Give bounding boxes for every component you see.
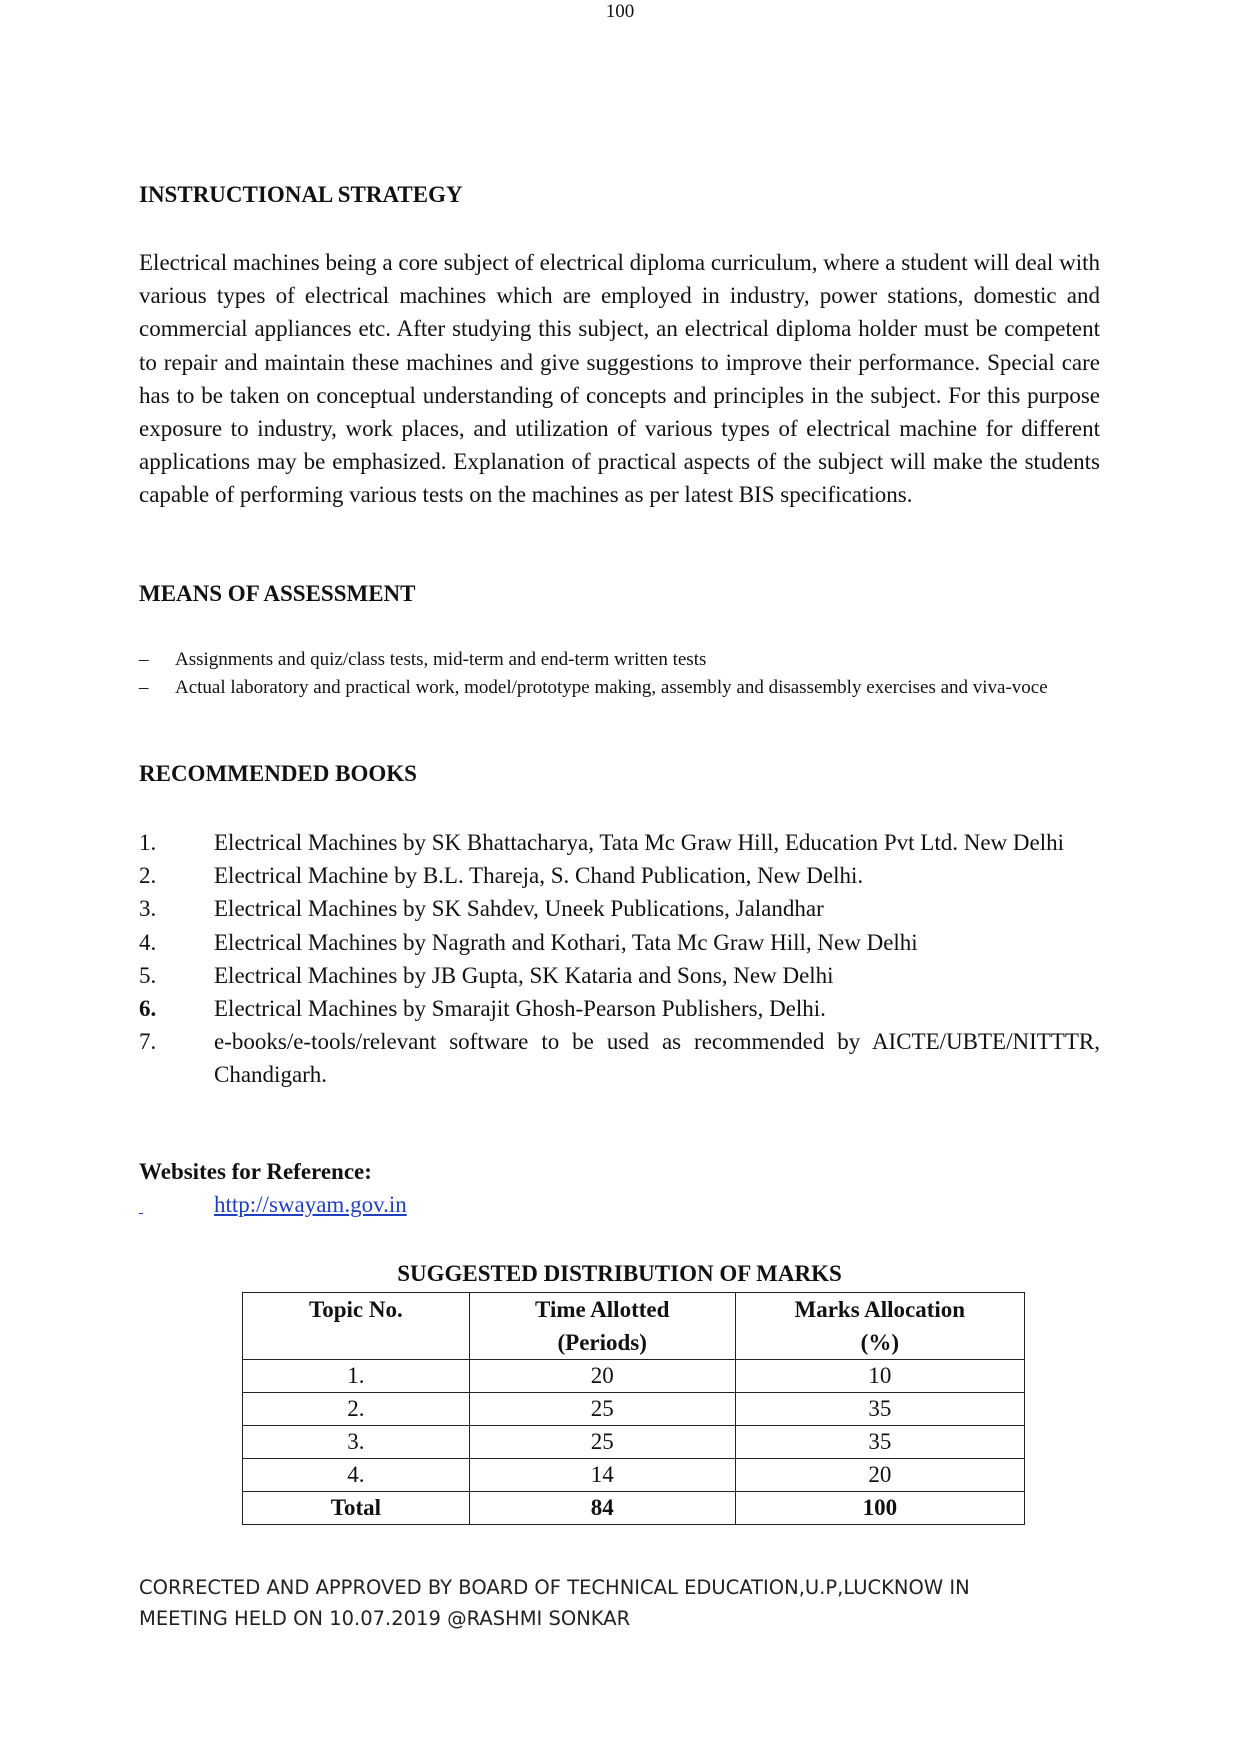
table-row <box>243 1360 1025 1393</box>
books-list-wrap <box>139 826 1100 1092</box>
table-row <box>243 1459 1025 1492</box>
book-number: 1. <box>139 830 157 855</box>
topic-cell: 1. <box>243 1360 470 1393</box>
instructional-strategy-body-wrap <box>139 246 1100 512</box>
book-number: 3. <box>139 896 157 922</box>
total-time-cell: 84 <box>469 1492 735 1525</box>
bullet-dash: – <box>139 649 149 670</box>
book-text: Electrical Machine by B.L. Thareja, S. Chand Publication, New Delhi. <box>214 863 864 889</box>
book-number: 6. <box>139 996 157 1022</box>
assessment-list <box>139 646 1100 702</box>
table-header-row <box>243 1293 1025 1360</box>
header-time-line1: Time Allotted <box>535 1297 670 1322</box>
table-total-row <box>243 1492 1025 1525</box>
assessment-item-text: Assignments and quiz/class tests, mid-term and end-term written tests <box>175 649 707 670</box>
header-marks-line1: Marks Allocation <box>794 1297 966 1322</box>
marks-cell: 35 <box>735 1426 1024 1459</box>
assessment-item <box>139 674 1100 702</box>
book-item <box>139 959 1100 992</box>
instructional-strategy-heading: INSTRUCTIONAL STRATEGY <box>139 182 463 207</box>
website-link-row <box>139 1190 1100 1220</box>
book-item <box>139 992 1100 1025</box>
header-topic <box>243 1293 470 1360</box>
link-indent <box>139 1199 214 1217</box>
time-cell: 25 <box>469 1393 735 1426</box>
header-time-line2: (Periods) <box>557 1330 647 1355</box>
marks-cell: 10 <box>735 1360 1024 1393</box>
total-label-cell: Total <box>243 1492 470 1525</box>
book-number: 2. <box>139 863 157 889</box>
book-text: e-books/e-tools/relevant software to be used as recommended by AICTE/UBTE/NITTTR, Chandigarh. <box>214 1029 1100 1088</box>
footer-line-2: MEETING HELD ON 10.07.2019 @RASHMI SONKAR <box>139 1607 631 1630</box>
websites-heading: Websites for Reference: <box>139 1159 372 1184</box>
header-marks <box>735 1293 1024 1360</box>
book-text: Electrical Machines by Nagrath and Kothari, Tata Mc Graw Hill, New Delhi <box>214 929 918 955</box>
means-of-assessment-heading: MEANS OF ASSESSMENT <box>139 581 416 606</box>
table-row <box>243 1393 1025 1426</box>
instructional-strategy-body: Electrical machines being a core subject of electrical diploma curriculum, where a student will deal with various types of electrical machines which are employed in industry, power stations, domestic and commercial appliances etc. After studying this subject, an electrical diploma holder must be competent to repair and maintain these machines and give suggestions to improve their performance. Special care has to be taken on conceptual understanding of concepts and principles in the subject. For this purpose exposure to industry, work places, and utilization of various types of electrical machine for different applications may be emphasized. Explanation of practical aspects of the subject will make the students capable of performing various tests on the machines as per latest BIS specifications. <box>139 250 1100 508</box>
book-text: Electrical Machines by SK Bhattacharya, Tata Mc Graw Hill, Education Pvt Ltd. New Delhi <box>214 830 1065 855</box>
marks-cell: 35 <box>735 1393 1024 1426</box>
assessment-item-text: Actual laboratory and practical work, model/prototype making, assembly and disassembly exercises and viva-voce <box>175 677 1048 698</box>
bullet-dash: – <box>139 677 149 698</box>
time-cell: 14 <box>469 1459 735 1492</box>
header-time <box>469 1293 735 1360</box>
table-row <box>243 1426 1025 1459</box>
book-number: 5. <box>139 962 157 988</box>
book-item <box>139 926 1100 959</box>
book-item <box>139 1025 1100 1091</box>
topic-cell: 2. <box>243 1393 470 1426</box>
time-cell: 25 <box>469 1426 735 1459</box>
header-marks-line2: (%) <box>860 1330 899 1355</box>
marks-table-title: SUGGESTED DISTRIBUTION OF MARKS <box>397 1261 842 1286</box>
book-item <box>139 892 1100 925</box>
book-text: Electrical Machines by Smarajit Ghosh-Pearson Publishers, Delhi. <box>214 996 826 1022</box>
page-number: 100 <box>605 1 635 22</box>
assessment-item <box>139 646 1100 674</box>
book-item <box>139 826 1100 859</box>
book-number: 7. <box>139 1029 157 1055</box>
time-cell: 20 <box>469 1360 735 1393</box>
book-item <box>139 859 1100 892</box>
swayam-link[interactable]: http://swayam.gov.in <box>214 1192 407 1217</box>
means-of-assessment-section <box>139 579 1100 609</box>
books-list <box>139 826 1100 1092</box>
marks-cell: 20 <box>735 1459 1024 1492</box>
instructional-strategy-section <box>139 180 1100 210</box>
footer-line-1: CORRECTED AND APPROVED BY BOARD OF TECHNICAL EDUCATION,U.P,LUCKNOW IN <box>139 1576 970 1599</box>
recommended-books-section <box>139 759 1100 789</box>
topic-cell: 3. <box>243 1426 470 1459</box>
approval-footer <box>139 1572 1100 1634</box>
total-marks-cell: 100 <box>735 1492 1024 1525</box>
topic-cell: 4. <box>243 1459 470 1492</box>
recommended-books-heading: RECOMMENDED BOOKS <box>139 761 417 786</box>
header-topic-line1: Topic No. <box>309 1297 403 1322</box>
websites-section <box>139 1157 1100 1220</box>
marks-table <box>242 1292 1025 1525</box>
book-text: Electrical Machines by SK Sahdev, Uneek Publications, Jalandhar <box>214 896 824 922</box>
book-text: Electrical Machines by JB Gupta, SK Kataria and Sons, New Delhi <box>214 962 834 988</box>
assessment-list-wrap <box>139 646 1100 702</box>
book-number: 4. <box>139 929 157 955</box>
